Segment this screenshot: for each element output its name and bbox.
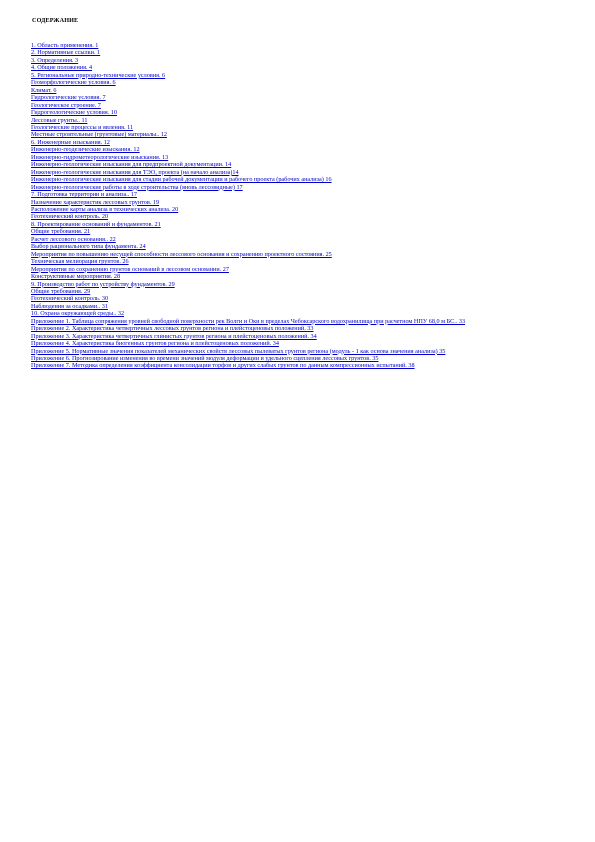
toc-entry[interactable]: Приложение 1. Таблица сопряжения уровней свободной поверхности рек Волги и Оки в пределах Чебоксарского водохранилища при расчетном НПУ 68,0 м БС.. 33: [31, 317, 466, 325]
toc-entry[interactable]: 9. Производство работ по устройству фундаментов. 29: [31, 280, 175, 288]
toc-entry[interactable]: Инженерно-геологические работы в ходе строительства (вновь лессовидные) 17: [31, 183, 243, 191]
toc-entry[interactable]: Инженерно-геологические изыскания для ТЭО, проекта (на начало анализа)14: [31, 168, 239, 176]
toc-entry[interactable]: Инженерно-геологические изыскания для стадии рабочей документации и рабочего проекта (рабочих анализа) 16: [31, 176, 332, 184]
toc-entry[interactable]: Геотехнический контроль. 20: [31, 213, 109, 221]
toc-entry[interactable]: Приложение 4. Характеристика биогенных грунтов региона и плейстоценовых положений. 34: [31, 340, 279, 348]
toc-entry[interactable]: Приложение 6. Прогнозирование изменения во времени значений модуля деформации и удельного сцепления лессовых грунтов. 35: [31, 355, 379, 363]
toc-entry[interactable]: Гидрологические условия. 7: [31, 94, 106, 102]
toc-entry[interactable]: Назначение характеристик лессовых грунтов. 19: [31, 198, 160, 206]
toc-entry[interactable]: Инженерно-геодезические изыскания. 12: [31, 146, 140, 154]
toc-entry[interactable]: Геологические процессы и явления. 11: [31, 123, 134, 131]
toc-entry[interactable]: Приложение 2. Характеристика четвертичных лессовых грунтов региона и плейстоценовых положений. 33: [31, 325, 314, 333]
toc-entry[interactable]: Инженерно-геологические изыскания для предпроектной документации. 14: [31, 161, 232, 169]
toc-entry[interactable]: Приложение 7. Методика определения коэффициента консолидации торфов и других слабых грунтов по данным компрессионных испытаний. 38: [31, 362, 415, 370]
toc-title: СОДЕРЖАНИЕ: [32, 17, 79, 24]
toc-entry[interactable]: Геоморфологические условия. 6: [31, 79, 116, 87]
toc-entry[interactable]: Общие требования. 29: [31, 287, 91, 295]
toc-entry[interactable]: Климат. 6: [31, 86, 57, 94]
toc-entry[interactable]: 1. Область применения. 1: [31, 42, 99, 49]
toc-entry[interactable]: 8. Проектирование оснований и фундаментов. 21: [31, 220, 161, 228]
toc-entry[interactable]: 7. Подготовка территории и анализа.. 17: [31, 191, 138, 199]
toc-entry[interactable]: Местные строительные (грунтовые) материалы.. 12: [31, 131, 168, 139]
toc-entry[interactable]: Расположение карты анализа в технических анализа. 20: [31, 205, 179, 213]
toc-entry[interactable]: Приложение 5. Нормативные значения показателей механических свойств лессовых пылеватых грунтов региона (модуль - 1 как основа значения анализа) 35: [31, 347, 446, 355]
toc-entry[interactable]: Мероприятия по повышению несущей способности лессового основания и сохранению проектного состояния. 25: [31, 250, 332, 258]
toc-list: [31, 42, 579, 370]
toc-entry[interactable]: 6. Инженерные изыскания. 12: [31, 138, 110, 146]
toc-entry[interactable]: 2. Нормативные ссылки. 1: [31, 49, 101, 57]
toc-entry[interactable]: Наблюдения за осадками.. 31: [31, 302, 108, 310]
toc-entry[interactable]: 5. Региональные природно-технические условия. 6: [31, 71, 166, 79]
toc-entry[interactable]: Приложение 3. Характеристика четвертичных глинистых грунтов региона и плейстоценовых положений. 34: [31, 332, 317, 340]
toc-entry[interactable]: Общие требования. 21: [31, 228, 91, 236]
toc-entry[interactable]: Геологическое строение. 7: [31, 101, 101, 109]
toc-entry[interactable]: Мероприятия по сохранению грунтов оснований в лессовом основании. 27: [31, 265, 229, 273]
toc-entry[interactable]: Техническая мелиорация грунтов. 26: [31, 258, 129, 266]
toc-entry[interactable]: Гидрогеологические условия. 10: [31, 109, 117, 117]
toc-entry[interactable]: Геотехнический контроль. 30: [31, 295, 109, 303]
toc-entry[interactable]: Выбор рационального типа фундамента. 24: [31, 243, 146, 251]
toc-entry[interactable]: 10. Охрана окружающей среды.. 32: [31, 310, 125, 318]
toc-entry[interactable]: Расчет лессового основания.. 22: [31, 235, 116, 243]
toc-entry[interactable]: Лессовые грунты.. 11: [31, 116, 88, 124]
toc-entry[interactable]: 3. Определения. 3: [31, 56, 79, 64]
toc-entry[interactable]: Инженерно-гидрометеорологические изыскания. 13: [31, 153, 169, 161]
toc-entry[interactable]: Конструктивные мероприятия. 28: [31, 273, 121, 281]
toc-entry[interactable]: 4. Общие положения. 4: [31, 64, 93, 72]
